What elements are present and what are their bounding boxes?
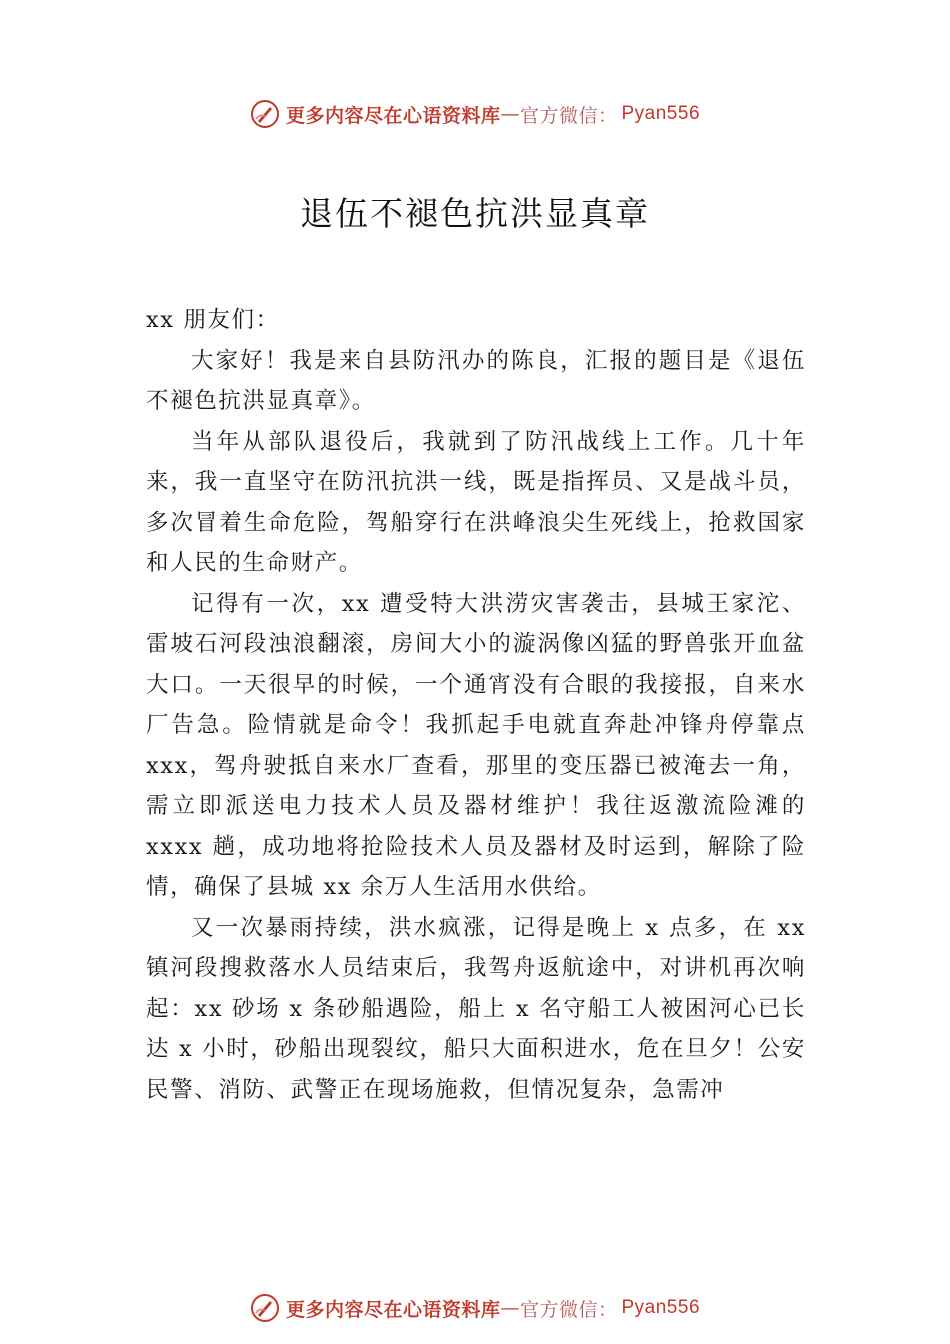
- header-watermark: [0, 94, 950, 134]
- quill-logo-icon: [250, 99, 280, 129]
- watermark-separator: —: [500, 1297, 520, 1319]
- watermark-main-text: 更多内容尽在心语资料库: [285, 1298, 501, 1321]
- watermark-wechat-id: Pyan556: [621, 1297, 701, 1318]
- paragraph-1: 大家好！我是来自县防汛办的陈良，汇报的题目是《退伍不褪色抗洪显真章》。: [146, 347, 806, 414]
- watermark-separator: —: [500, 103, 520, 125]
- paragraph-2: 当年从部队退役后，我就到了防汛战线上工作。几十年来，我一直坚守在防汛抗洪一线，既是指挥员、又是战斗员，多次冒着生命危险，驾船穿行在洪峰浪尖生死线上，抢救国家和人民的生命财产。: [146, 428, 806, 576]
- quill-logo-icon: [250, 1293, 280, 1323]
- watermark-label: 官方微信：: [519, 104, 618, 127]
- salutation: xx 朋友们：: [146, 307, 280, 333]
- footer-watermark: [0, 1288, 950, 1328]
- watermark-main-text: 更多内容尽在心语资料库: [285, 104, 501, 127]
- paragraph-3: 记得有一次，xx 遭受特大洪涝灾害袭击，县城王家沱、雷坡石河段浊浪翻滚，房间大小的漩涡像凶猛的野兽张开血盆大口。一天很早的时候，一个通宵没有合眼的我接报，自来水厂告急。险情就是命令！我抓起手电就直奔赴冲锋舟停靠点 xxx，驾舟驶抵自来水厂查看，那里的变压器已被淹去一角，需立即派送电力技术人员及器材维护！我往返激流险滩的 xxxx 趟，成功地将抢险技术人员及器材及时运到，解除了险情，确保了县城 xx 余万人生活用水供给。: [146, 590, 806, 900]
- watermark-label: 官方微信：: [519, 1298, 618, 1321]
- watermark-wechat-id: Pyan556: [621, 103, 701, 124]
- document-body: [146, 300, 806, 1110]
- document-title: 退伍不褪色抗洪显真章: [300, 194, 650, 233]
- paragraph-4: 又一次暴雨持续，洪水疯涨，记得是晚上 x 点多，在 xx 镇河段搜救落水人员结束后，我驾舟返航途中，对讲机再次响起：xx 砂场 x 条砂船遇险，船上 x 名守船工人被困河心已长达 x 小时，砂船出现裂纹，船只大面积进水，危在旦夕！公安民警、消防、武警正在现场施救，但情况复杂，急需冲: [146, 914, 806, 1103]
